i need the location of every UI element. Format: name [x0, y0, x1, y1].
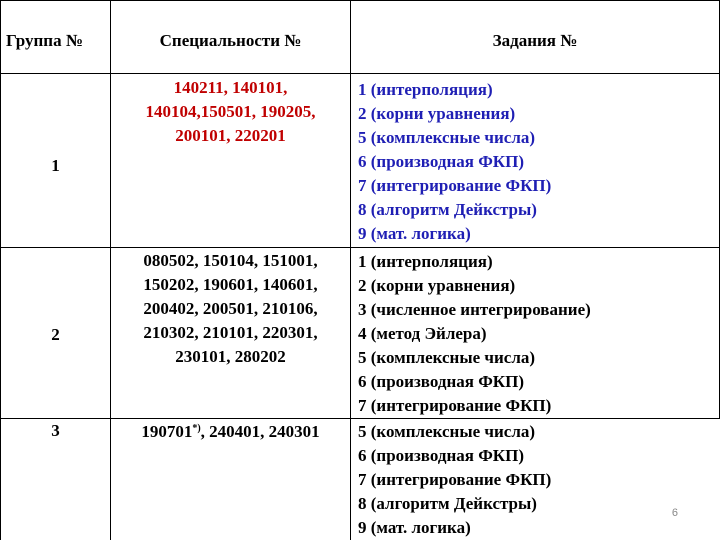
header-specialties: Специальности №	[159, 31, 302, 50]
col2-divider	[350, 0, 351, 540]
task-line: 9 (мат. логика)	[358, 518, 471, 537]
task-line: 1 (интерполяция)	[358, 80, 493, 99]
specialty-line: 200402, 200501, 210106,	[143, 299, 318, 318]
row3-tasks	[358, 420, 551, 540]
specialty-line: 210302, 210101, 220301,	[143, 323, 318, 342]
row1-bottom-border	[0, 247, 720, 248]
task-line: 5 (комплексные числа)	[358, 128, 536, 147]
header-group: Группа №	[6, 31, 83, 50]
specialty-line: 150202, 190601, 140601,	[143, 275, 318, 294]
page-number: 6	[671, 507, 678, 519]
task-line: 8 (алгоритм Дейкстры)	[358, 494, 537, 513]
specialty-line: 200101, 220201	[175, 126, 286, 145]
task-line: 6 (производная ФКП)	[358, 372, 525, 391]
specialty-codes-rest: , 240401, 240301	[200, 422, 320, 441]
specialty-line: 140104,150501, 190205,	[145, 102, 316, 121]
task-line: 2 (корни уравнения)	[358, 104, 516, 123]
task-line: 5 (комплексные числа)	[358, 348, 536, 367]
row1-tasks	[358, 78, 551, 246]
specialty-code: 190701	[141, 422, 193, 441]
row2-tasks	[358, 250, 591, 418]
task-line: 6 (производная ФКП)	[358, 152, 525, 171]
task-line: 8 (алгоритм Дейкстры)	[358, 200, 537, 219]
footnote-mark: *)	[192, 423, 201, 434]
task-line: 3 (численное интегрирование)	[358, 300, 591, 319]
header-tasks: Задания №	[492, 31, 578, 50]
specialty-line: 140211, 140101,	[173, 78, 288, 97]
specialty-line: 080502, 150104, 151001,	[143, 251, 318, 270]
row1-specialties	[111, 76, 350, 148]
task-line: 5 (комплексные числа)	[358, 422, 536, 441]
header-bottom-border	[0, 73, 720, 74]
row3-specialties	[111, 420, 350, 444]
task-line: 4 (метод Эйлера)	[358, 324, 487, 343]
task-line: 7 (интегрирование ФКП)	[358, 396, 552, 415]
left-border	[0, 0, 1, 540]
row3-group-number: 3	[51, 421, 60, 440]
row1-group-number: 1	[51, 156, 60, 175]
task-line: 6 (производная ФКП)	[358, 446, 525, 465]
row2-group-number: 2	[51, 325, 60, 344]
table-top-border	[0, 0, 720, 1]
task-line: 9 (мат. логика)	[358, 224, 471, 243]
task-line: 7 (интегрирование ФКП)	[358, 470, 552, 489]
row2-specialties	[111, 249, 350, 369]
task-line: 2 (корни уравнения)	[358, 276, 516, 295]
task-line: 7 (интегрирование ФКП)	[358, 176, 552, 195]
task-line: 1 (интерполяция)	[358, 252, 493, 271]
specialty-line: 230101, 280202	[175, 347, 286, 366]
